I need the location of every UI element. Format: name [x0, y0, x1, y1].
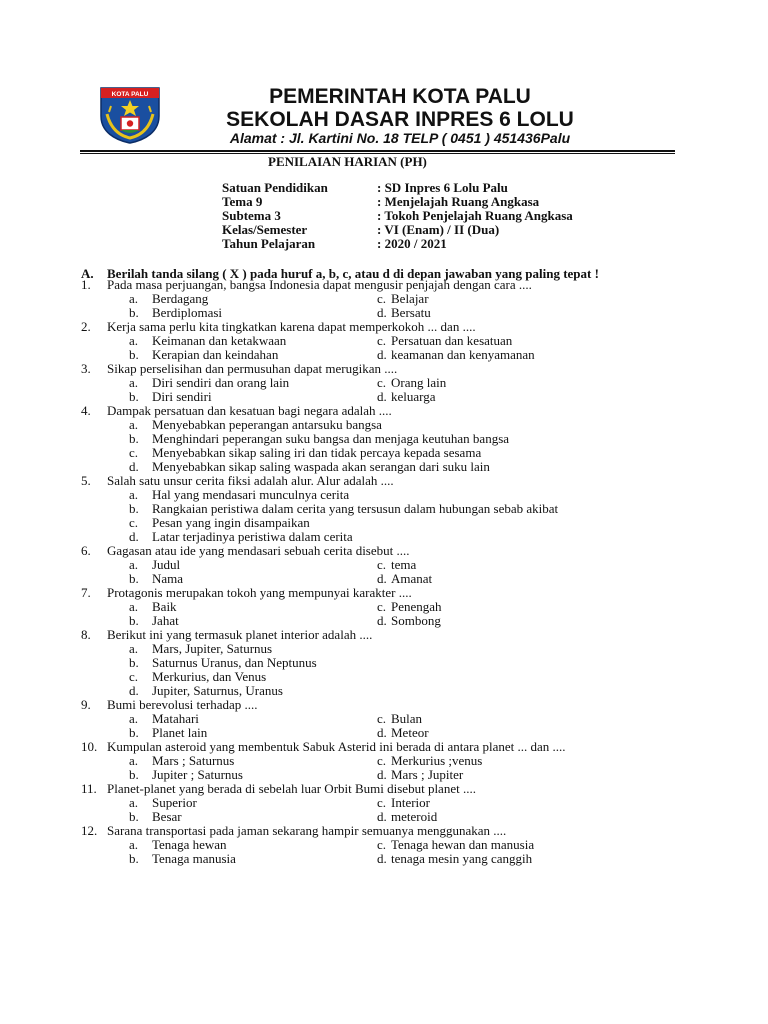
- option-letter[interactable]: a.: [129, 837, 139, 852]
- option-letter[interactable]: b.: [129, 305, 139, 320]
- option-text[interactable]: tenaga mesin yang canggih: [391, 851, 533, 866]
- option-letter[interactable]: d.: [377, 613, 387, 628]
- option-text[interactable]: Kerapian dan keindahan: [152, 347, 279, 362]
- option-letter[interactable]: a.: [129, 291, 139, 306]
- option-row: [0, 684, 768, 698]
- question-text: Salah satu unsur cerita fiksi adalah alur. Alur adalah ....: [107, 473, 394, 488]
- option-row: [0, 306, 768, 320]
- option-letter[interactable]: a.: [129, 753, 139, 768]
- option-letter[interactable]: d.: [377, 767, 387, 782]
- option-letter[interactable]: c.: [377, 795, 387, 810]
- info-value: : VI (Enam) / II (Dua): [377, 222, 500, 237]
- option-letter[interactable]: d.: [377, 389, 387, 404]
- option-letter[interactable]: d.: [377, 571, 387, 586]
- instruction-letter: A.: [81, 266, 94, 281]
- question-number: 1.: [81, 277, 91, 292]
- option-row: [0, 670, 768, 684]
- question-number: 4.: [81, 403, 91, 418]
- info-value: : Tokoh Penjelajah Ruang Angkasa: [377, 208, 573, 223]
- option-letter[interactable]: a.: [129, 641, 139, 656]
- question-1: [0, 278, 768, 292]
- option-row: [0, 488, 768, 502]
- question-number: 5.: [81, 473, 91, 488]
- option-text[interactable]: Matahari: [152, 711, 199, 726]
- option-text[interactable]: Mars, Jupiter, Saturnus: [152, 641, 273, 656]
- option-text[interactable]: Jupiter ; Saturnus: [152, 767, 243, 782]
- question-3: [0, 362, 768, 376]
- option-text[interactable]: Nama: [152, 571, 184, 586]
- option-row: [0, 530, 768, 544]
- option-row: [0, 558, 768, 572]
- question-6: [0, 544, 768, 558]
- option-text[interactable]: Menyebabkan sikap saling iri dan tidak percaya kepada sesama: [152, 445, 482, 460]
- option-letter[interactable]: b.: [129, 851, 139, 866]
- option-letter[interactable]: b.: [129, 613, 139, 628]
- option-letter[interactable]: d.: [377, 809, 387, 824]
- instruction-text: Berilah tanda silang ( X ) pada huruf a, b, c, atau d di depan jawaban yang paling tepat !: [107, 266, 599, 281]
- option-row: [0, 600, 768, 614]
- option-text[interactable]: Mars ; Jupiter: [391, 767, 464, 782]
- exam-title: PENILAIAN HARIAN (PH): [268, 154, 427, 169]
- info-label: Tahun Pelajaran: [222, 236, 316, 251]
- option-text[interactable]: Latar terjadinya peristiwa dalam cerita: [152, 529, 353, 544]
- city-emblem-logo: [97, 86, 163, 144]
- option-text[interactable]: Persatuan dan kesatuan: [391, 333, 513, 348]
- option-row: [0, 460, 768, 474]
- option-text[interactable]: Superior: [152, 795, 197, 810]
- option-row: [0, 418, 768, 432]
- question-text: Kerja sama perlu kita tingkatkan karena dapat memperkokoh ... dan ....: [107, 319, 476, 334]
- option-row: [0, 502, 768, 516]
- option-text[interactable]: Tenaga manusia: [152, 851, 236, 866]
- option-letter[interactable]: c.: [377, 333, 387, 348]
- option-row: [0, 768, 768, 782]
- option-row: [0, 334, 768, 348]
- option-letter[interactable]: b.: [129, 347, 139, 362]
- option-letter[interactable]: c.: [377, 291, 387, 306]
- option-text[interactable]: Diri sendiri: [152, 389, 212, 404]
- option-letter[interactable]: b.: [129, 431, 139, 446]
- option-letter[interactable]: a.: [129, 557, 139, 572]
- header-school-name: SEKOLAH DASAR INPRES 6 LOLU: [226, 108, 574, 131]
- option-text[interactable]: Pesan yang ingin disampaikan: [152, 515, 310, 530]
- question-number: 9.: [81, 697, 91, 712]
- question-number: 7.: [81, 585, 91, 600]
- question-list: [0, 278, 768, 866]
- option-row: [0, 446, 768, 460]
- option-row: [0, 376, 768, 390]
- question-number: 12.: [81, 823, 98, 838]
- question-text: Pada masa perjuangan, bangsa Indonesia dapat mengusir penjajah dengan cara ....: [107, 277, 532, 292]
- question-text: Sikap perselisihan dan permusuhan dapat merugikan ....: [107, 361, 398, 376]
- option-text[interactable]: Meteor: [391, 725, 429, 740]
- option-text[interactable]: Menyebabkan peperangan antarsuku bangsa: [152, 417, 382, 432]
- question-number: 3.: [81, 361, 91, 376]
- option-letter[interactable]: b.: [129, 389, 139, 404]
- option-text[interactable]: keluarga: [391, 389, 436, 404]
- info-label: Satuan Pendidikan: [222, 180, 328, 195]
- option-text[interactable]: Keimanan dan ketakwaan: [152, 333, 287, 348]
- info-label: Tema 9: [222, 194, 263, 209]
- option-text[interactable]: Amanat: [391, 571, 433, 586]
- question-number: 8.: [81, 627, 91, 642]
- question-4: [0, 404, 768, 418]
- option-text[interactable]: Orang lain: [391, 375, 447, 390]
- option-row: [0, 292, 768, 306]
- option-text[interactable]: Besar: [152, 809, 182, 824]
- question-7: [0, 586, 768, 600]
- info-value: : 2020 / 2021: [377, 236, 447, 251]
- option-text[interactable]: Berdiplomasi: [152, 305, 223, 320]
- option-text[interactable]: Penengah: [391, 599, 442, 614]
- option-text[interactable]: Menghindari peperangan suku bangsa dan menjaga keutuhan bangsa: [152, 431, 510, 446]
- question-12: [0, 824, 768, 838]
- option-letter[interactable]: d.: [129, 683, 139, 698]
- option-text[interactable]: meteroid: [391, 809, 438, 824]
- option-text[interactable]: Menyebabkan sikap saling waspada akan serangan dari suku lain: [152, 459, 490, 474]
- option-text[interactable]: Saturnus Uranus, dan Neptunus: [152, 655, 317, 670]
- option-text[interactable]: Bersatu: [391, 305, 431, 320]
- question-number: 10.: [81, 739, 98, 754]
- option-row: [0, 432, 768, 446]
- option-row: [0, 572, 768, 586]
- option-letter[interactable]: b.: [129, 655, 139, 670]
- question-5: [0, 474, 768, 488]
- option-text[interactable]: Jahat: [152, 613, 179, 628]
- option-letter[interactable]: c.: [129, 445, 139, 460]
- option-letter[interactable]: d.: [377, 725, 387, 740]
- option-text[interactable]: Tenaga hewan dan manusia: [391, 837, 535, 852]
- option-text[interactable]: Rangkaian peristiwa dalam cerita yang tersusun dalam hubungan sebab akibat: [152, 501, 559, 516]
- option-letter[interactable]: d.: [129, 459, 139, 474]
- option-text[interactable]: keamanan dan kenyamanan: [391, 347, 535, 362]
- option-row: [0, 656, 768, 670]
- question-10: [0, 740, 768, 754]
- question-text: Berikut ini yang termasuk planet interior adalah ....: [107, 627, 373, 642]
- option-row: [0, 726, 768, 740]
- header-divider: [80, 150, 675, 152]
- question-text: Bumi berevolusi terhadap ....: [107, 697, 258, 712]
- option-letter[interactable]: c.: [377, 375, 387, 390]
- option-letter[interactable]: d.: [377, 347, 387, 362]
- question-number: 6.: [81, 543, 91, 558]
- option-letter[interactable]: c.: [377, 837, 387, 852]
- option-text[interactable]: Bulan: [391, 711, 423, 726]
- option-letter[interactable]: a.: [129, 599, 139, 614]
- option-row: [0, 642, 768, 656]
- option-row: [0, 712, 768, 726]
- option-letter[interactable]: b.: [129, 725, 139, 740]
- header-address: Alamat : Jl. Kartini No. 18 TELP ( 0451 ) 451436Palu: [229, 130, 571, 146]
- question-number: 2.: [81, 319, 91, 334]
- question-text: Dampak persatuan dan kesatuan bagi negara adalah ....: [107, 403, 392, 418]
- option-letter[interactable]: a.: [129, 795, 139, 810]
- info-label: Kelas/Semester: [222, 222, 308, 237]
- option-text[interactable]: Merkurius ;venus: [391, 753, 483, 768]
- option-text[interactable]: Interior: [391, 795, 430, 810]
- option-letter[interactable]: c.: [377, 557, 387, 572]
- option-row: [0, 810, 768, 824]
- option-row: [0, 852, 768, 866]
- option-letter[interactable]: a.: [129, 711, 139, 726]
- question-text: Protagonis merupakan tokoh yang mempunyai karakter ....: [107, 585, 412, 600]
- option-letter[interactable]: d.: [129, 529, 139, 544]
- question-8: [0, 628, 768, 642]
- option-letter[interactable]: b.: [129, 571, 139, 586]
- option-row: [0, 614, 768, 628]
- question-2: [0, 320, 768, 334]
- option-text[interactable]: Diri sendiri dan orang lain: [152, 375, 290, 390]
- question-9: [0, 698, 768, 712]
- option-text[interactable]: Merkurius, dan Venus: [152, 669, 267, 684]
- option-row: [0, 796, 768, 810]
- question-number: 11.: [81, 781, 97, 796]
- option-letter[interactable]: b.: [129, 767, 139, 782]
- option-letter[interactable]: b.: [129, 809, 139, 824]
- option-letter[interactable]: c.: [377, 753, 387, 768]
- option-text[interactable]: Baik: [152, 599, 177, 614]
- option-text[interactable]: Mars ; Saturnus: [152, 753, 235, 768]
- option-letter[interactable]: c.: [129, 515, 139, 530]
- option-letter[interactable]: a.: [129, 417, 139, 432]
- logo-caption: KOTA PALU: [111, 91, 149, 98]
- question-text: Kumpulan asteroid yang membentuk Sabuk Asterid ini berada di antara planet ... dan ....: [107, 739, 566, 754]
- option-letter[interactable]: a.: [129, 333, 139, 348]
- option-letter[interactable]: d.: [377, 305, 387, 320]
- option-text[interactable]: Belajar: [391, 291, 429, 306]
- question-text: Sarana transportasi pada jaman sekarang hampir semuanya menggunakan ....: [107, 823, 507, 838]
- option-row: [0, 754, 768, 768]
- option-row: [0, 390, 768, 404]
- option-text[interactable]: tema: [391, 557, 417, 572]
- option-letter[interactable]: c.: [377, 711, 387, 726]
- option-letter[interactable]: b.: [129, 501, 139, 516]
- info-value: : Menjelajah Ruang Angkasa: [377, 194, 540, 209]
- option-row: [0, 838, 768, 852]
- question-text: Gagasan atau ide yang mendasari sebuah cerita disebut ....: [107, 543, 410, 558]
- option-text[interactable]: Tenaga hewan: [152, 837, 227, 852]
- option-text[interactable]: Judul: [152, 557, 181, 572]
- info-label: Subtema 3: [222, 208, 281, 223]
- option-row: [0, 348, 768, 362]
- option-letter[interactable]: c.: [377, 599, 387, 614]
- option-letter[interactable]: c.: [129, 669, 139, 684]
- option-letter[interactable]: a.: [129, 375, 139, 390]
- option-text[interactable]: Planet lain: [152, 725, 208, 740]
- info-value: : SD Inpres 6 Lolu Palu: [377, 180, 508, 195]
- header-government: PEMERINTAH KOTA PALU: [269, 85, 531, 108]
- option-text[interactable]: Hal yang mendasari munculnya cerita: [152, 487, 350, 502]
- option-row: [0, 516, 768, 530]
- option-letter[interactable]: d.: [377, 851, 387, 866]
- question-11: [0, 782, 768, 796]
- option-text[interactable]: Berdagang: [152, 291, 209, 306]
- option-text[interactable]: Jupiter, Saturnus, Uranus: [152, 683, 283, 698]
- question-text: Planet-planet yang berada di sebelah luar Orbit Bumi disebut planet ....: [107, 781, 476, 796]
- option-text[interactable]: Sombong: [391, 613, 441, 628]
- option-letter[interactable]: a.: [129, 487, 139, 502]
